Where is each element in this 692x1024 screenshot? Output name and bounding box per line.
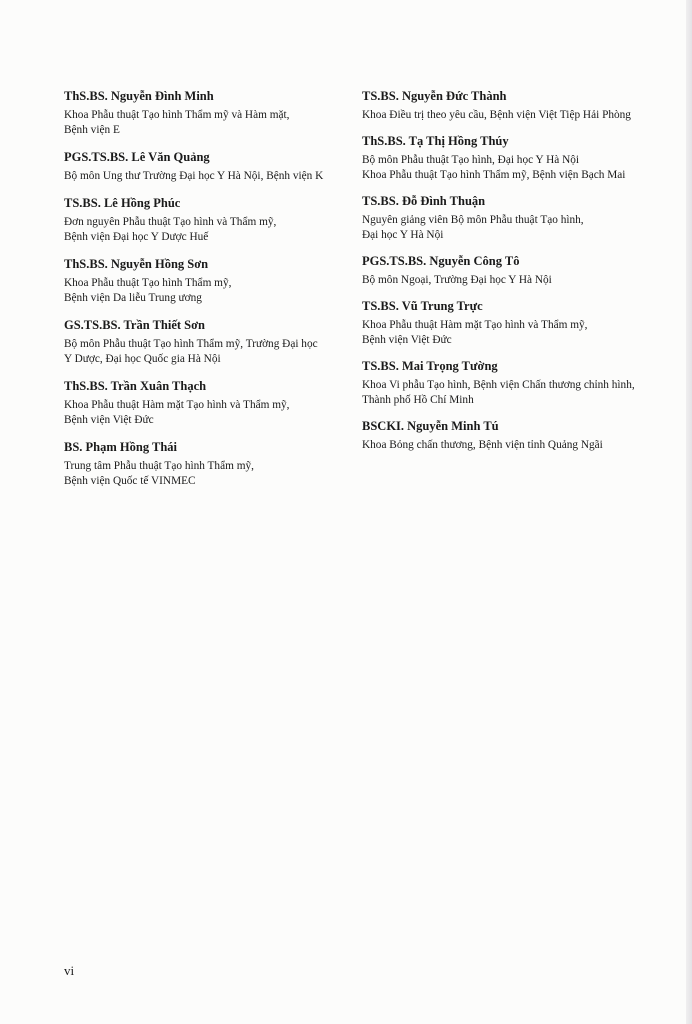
contributor-entry	[362, 89, 662, 123]
contributor-affiliation: Bộ môn Ung thư Trường Đại học Y Hà Nội, Bệnh viện K	[64, 170, 324, 182]
contributor-affiliation: Bệnh viện Quốc tế VINMEC	[64, 475, 196, 487]
contributor-name: TS.BS. Nguyễn Đức Thành	[362, 89, 507, 103]
contributor-affiliation: Bệnh viện Da liễu Trung ương	[64, 292, 202, 304]
contributor-entry	[362, 194, 662, 243]
contributor-name: ThS.BS. Nguyễn Hồng Sơn	[64, 257, 209, 271]
contributor-affiliation: Khoa Điều trị theo yêu cầu, Bệnh viện Việt Tiệp Hải Phòng	[362, 109, 631, 121]
contributor-entry	[64, 150, 354, 184]
contributor-affiliation: Bộ môn Phẫu thuật Tạo hình Thẩm mỹ, Trường Đại học	[64, 338, 318, 350]
contributor-affiliation: Bộ môn Ngoại, Trường Đại học Y Hà Nội	[362, 274, 552, 286]
contributor-affiliation: Khoa Bỏng chấn thương, Bệnh viện tỉnh Quảng Ngãi	[362, 439, 603, 451]
contributor-name: PGS.TS.BS. Nguyễn Công Tô	[362, 254, 520, 268]
contributor-entry	[362, 299, 662, 348]
contributor-affiliation: Bệnh viện Đại học Y Dược Huế	[64, 231, 209, 243]
contributor-affiliation: Khoa Phẫu thuật Tạo hình Thẩm mỹ, Bệnh viện Bạch Mai	[362, 169, 626, 181]
contributor-name: ThS.BS. Tạ Thị Hồng Thúy	[362, 134, 509, 148]
contributor-affiliation: Khoa Phẫu thuật Hàm mặt Tạo hình và Thẩm mỹ,	[64, 399, 290, 411]
contributor-affiliation: Trung tâm Phẫu thuật Tạo hình Thẩm mỹ,	[64, 460, 254, 472]
contributors-left-column	[64, 89, 354, 501]
contributor-name: TS.BS. Đỗ Đình Thuận	[362, 194, 486, 208]
contributor-entry	[64, 89, 354, 138]
page-edge-shadow	[686, 0, 692, 1024]
contributor-name: GS.TS.BS. Trần Thiết Sơn	[64, 318, 206, 332]
contributor-name: TS.BS. Vũ Trung Trực	[362, 299, 483, 313]
contributor-entry	[362, 419, 662, 453]
contributor-affiliation: Nguyên giảng viên Bộ môn Phẫu thuật Tạo hình,	[362, 214, 584, 226]
contributor-name: ThS.BS. Nguyễn Đình Minh	[64, 89, 214, 103]
contributor-name: BSCKI. Nguyễn Minh Tú	[362, 419, 499, 433]
page-number: vi	[64, 963, 75, 978]
contributor-name: ThS.BS. Trần Xuân Thạch	[64, 379, 207, 393]
contributor-affiliation: Đơn nguyên Phẫu thuật Tạo hình và Thẩm mỹ,	[64, 216, 277, 228]
contributor-entry	[64, 379, 354, 428]
contributor-entry	[64, 318, 354, 367]
contributor-name: PGS.TS.BS. Lê Văn Quảng	[64, 150, 210, 164]
contributor-affiliation: Thành phố Hồ Chí Minh	[362, 394, 474, 406]
contributor-entry	[64, 440, 354, 489]
contributor-affiliation: Bệnh viện E	[64, 124, 120, 136]
contributor-entry	[64, 257, 354, 306]
contributor-affiliation: Y Dược, Đại học Quốc gia Hà Nội	[64, 353, 221, 365]
contributor-name: TS.BS. Lê Hồng Phúc	[64, 196, 181, 210]
contributor-entry	[362, 254, 662, 288]
contributor-affiliation: Khoa Phẫu thuật Tạo hình Thẩm mỹ và Hàm mặt,	[64, 109, 290, 121]
contributor-name: TS.BS. Mai Trọng Tường	[362, 359, 498, 373]
contributor-affiliation: Khoa Vi phẫu Tạo hình, Bệnh viện Chấn thương chỉnh hình,	[362, 379, 635, 391]
contributor-affiliation: Đại học Y Hà Nội	[362, 229, 444, 241]
contributor-affiliation: Khoa Phẫu thuật Tạo hình Thẩm mỹ,	[64, 277, 232, 289]
contributor-entry	[362, 134, 662, 183]
contributor-affiliation: Khoa Phẫu thuật Hàm mặt Tạo hình và Thẩm mỹ,	[362, 319, 588, 331]
contributor-affiliation: Bộ môn Phẫu thuật Tạo hình, Đại học Y Hà Nội	[362, 154, 580, 166]
contributor-entry	[362, 359, 662, 408]
contributor-name: BS. Phạm Hồng Thái	[64, 440, 178, 454]
contributors-right-column	[362, 89, 662, 464]
contributor-entry	[64, 196, 354, 245]
contributor-affiliation: Bệnh viện Việt Đức	[64, 414, 154, 426]
contributor-affiliation: Bệnh viện Việt Đức	[362, 334, 452, 346]
